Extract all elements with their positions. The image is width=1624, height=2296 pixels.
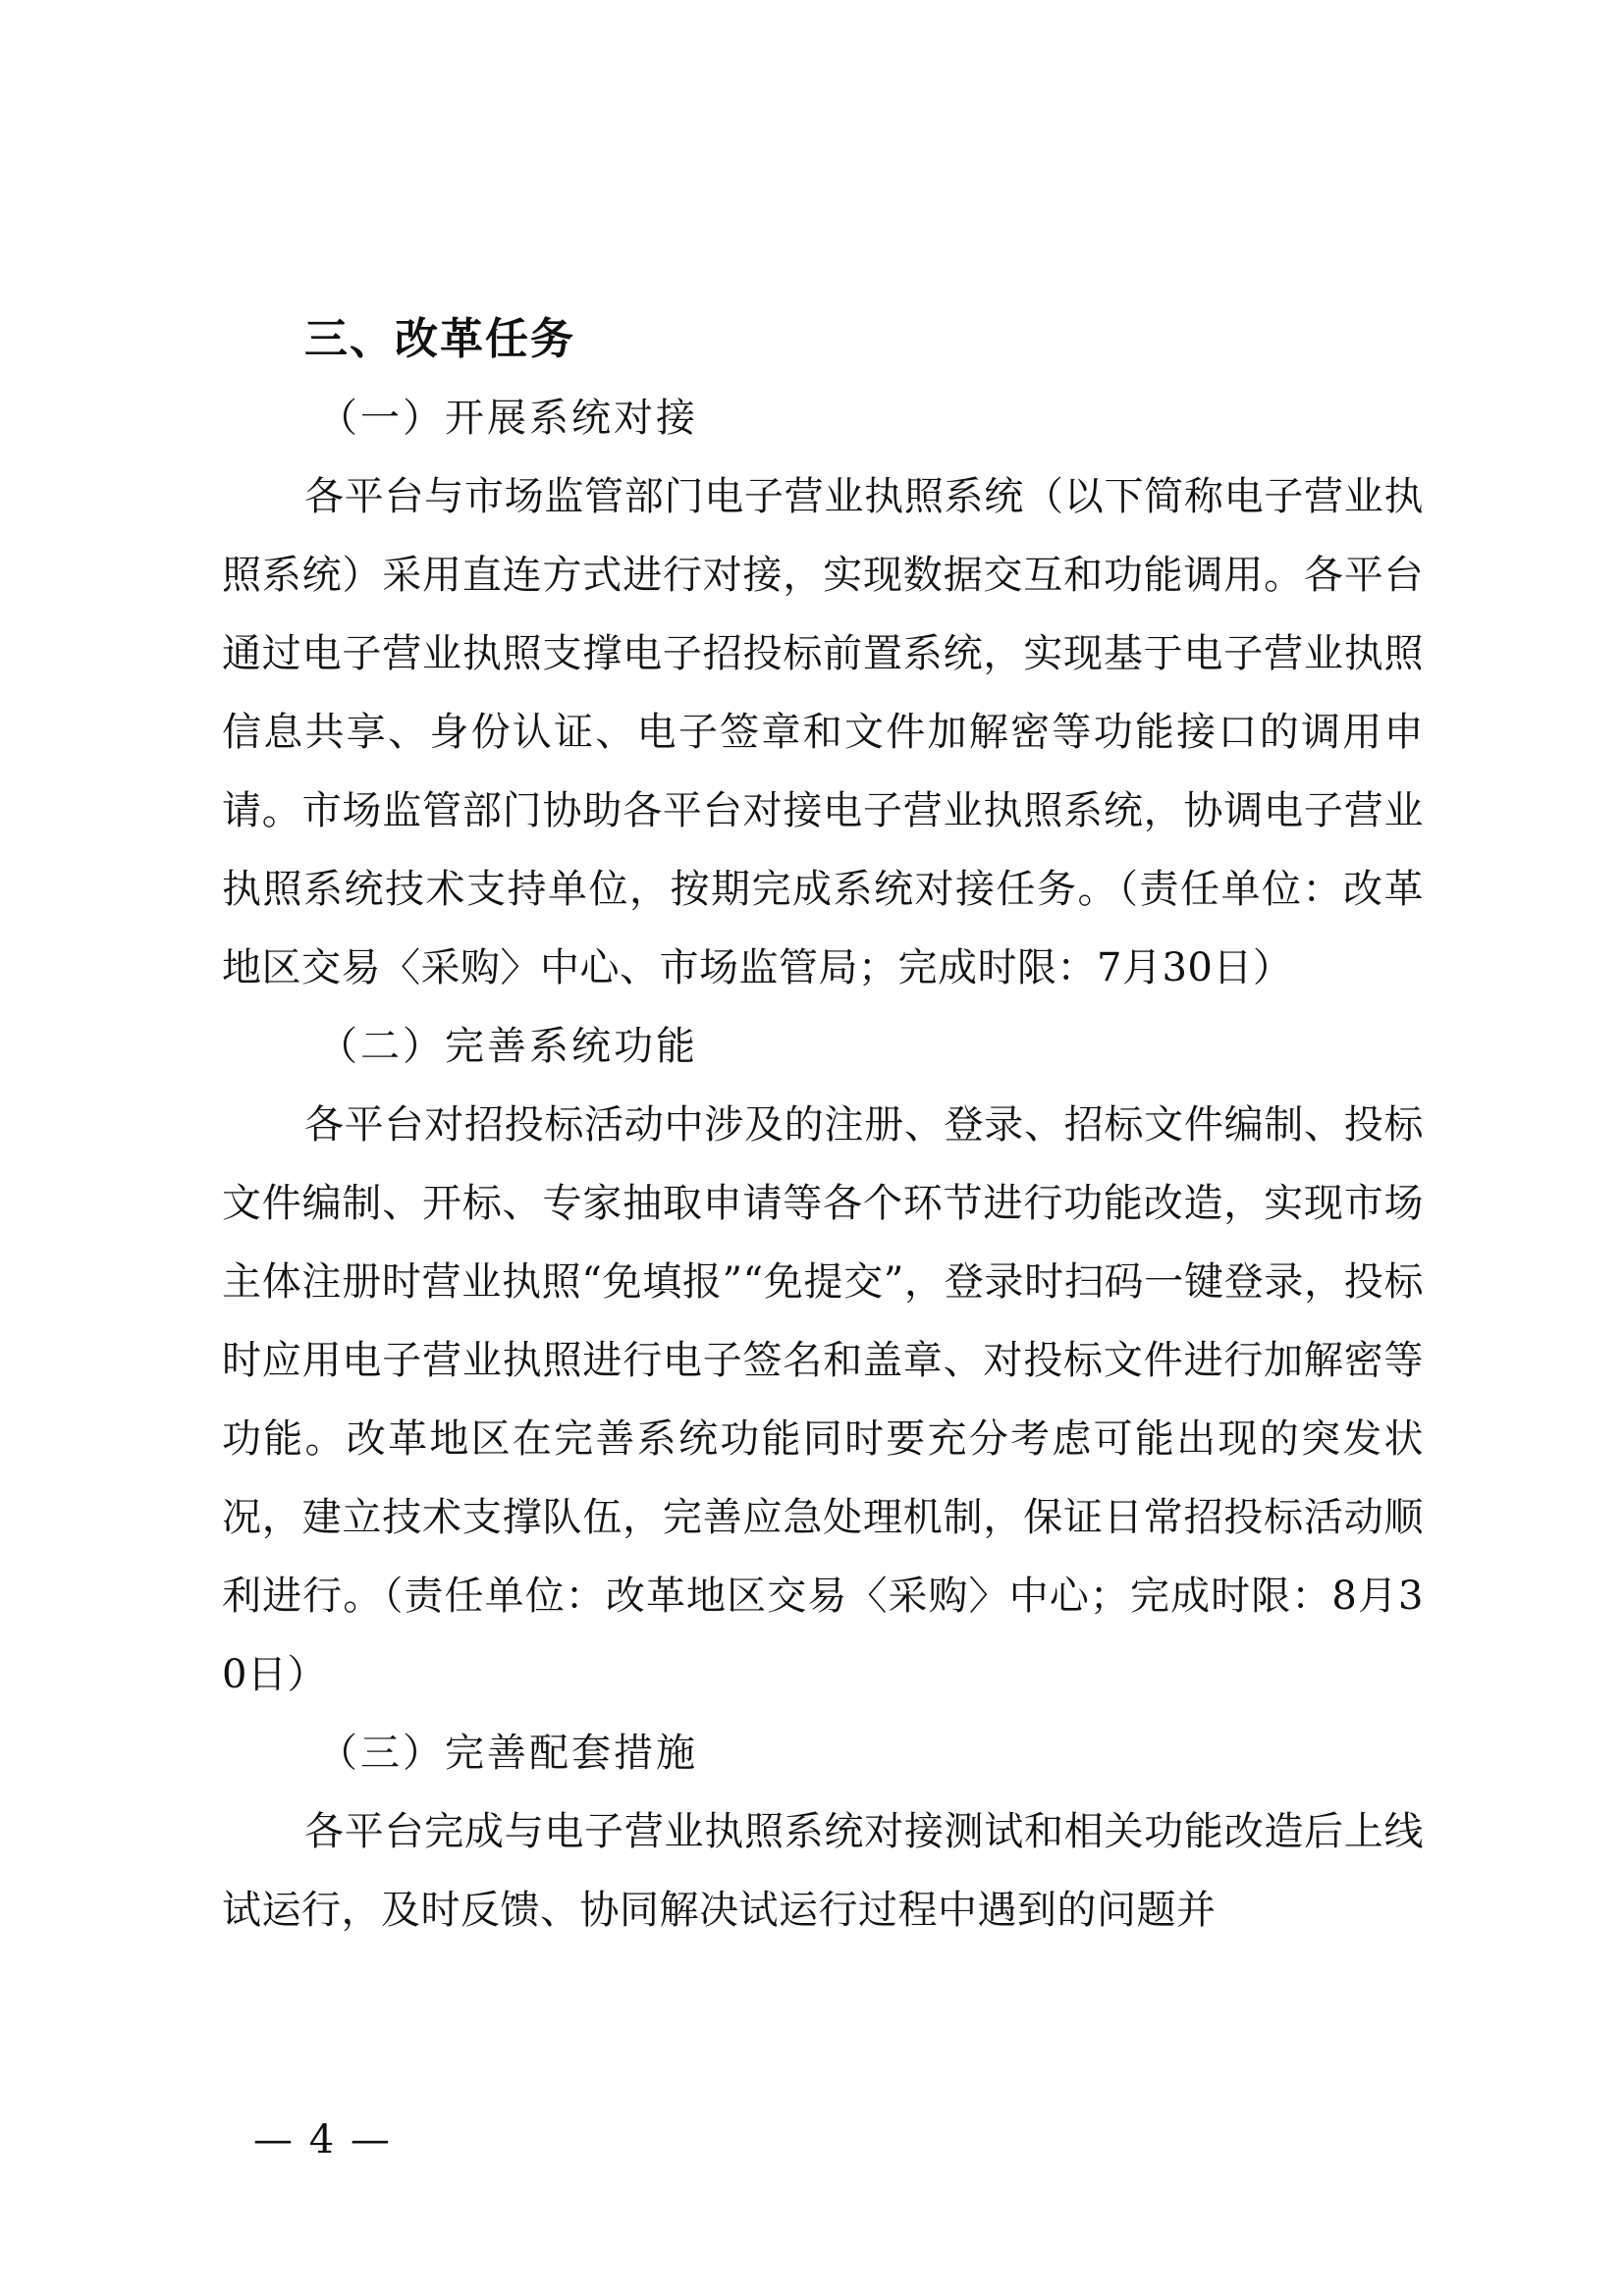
document-body <box>222 300 1424 1949</box>
page-number: — 4 — <box>253 2117 392 2163</box>
subsection-heading-2: （二）完善系统功能 <box>318 1024 698 1069</box>
subsection-paragraph-1: 各平台与市场监管部门电子营业执照系统（以下简称电子营业执照系统）采用直连方式进行对接，实现数据交互和功能调用。各平台通过电子营业执照支撑电子招投标前置系统，实现基于电子营业执照信息共享、身份认证、电子签章和文件加解密等功能接口的调用申请。市场监管部门协助各平台对接电子营业执照系统，协调电子营业执照系统技术支持单位，按期完成系统对接任务。（责任单位：改革地区交易〈采购〉中心、市场监管局；完成时限：7月30日） <box>222 474 1424 990</box>
section-title: 三、改革任务 <box>304 314 575 364</box>
subsection-heading-3: （三）完善配套措施 <box>318 1731 698 1776</box>
subsection-paragraph-2: 各平台对招投标活动中涉及的注册、登录、招标文件编制、投标文件编制、开标、专家抽取申请等各个环节进行功能改造，实现市场主体注册时营业执照“免填报”“免提交”，登录时扫码一键登录，投标时应用电子营业执照进行电子签名和盖章、对投标文件进行加解密等功能。改革地区在完善系统功能同时要充分考虑可能出现的突发状况，建立技术支撑队伍，完善应急处理机制，保证日常招投标活动顺利进行。（责任单位：改革地区交易〈采购〉中心；完成时限：8月30日） <box>222 1102 1424 1697</box>
subsection-heading-1: （一）开展系统对接 <box>318 396 698 441</box>
subsection-paragraph-3: 各平台完成与电子营业执照系统对接测试和相关功能改造后上线试运行，及时反馈、协同解决试运行过程中遇到的问题并 <box>222 1809 1424 1933</box>
